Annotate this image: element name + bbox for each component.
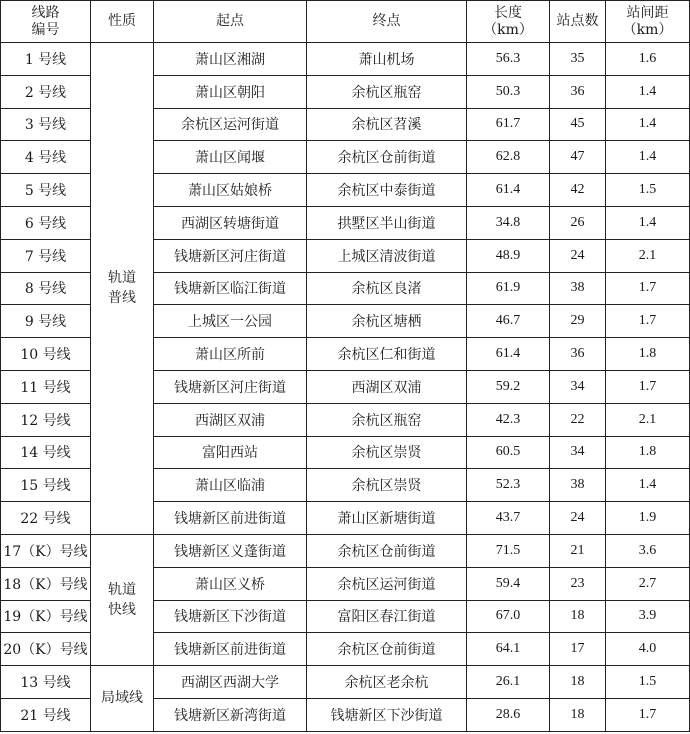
cell-start: 钱塘新区新湾街道 [154,698,307,731]
header-length [467,1,550,43]
cell-length: 43.7 [467,502,550,535]
cell-end: 余杭区瓶窑 [307,75,467,108]
cell-end: 余杭区苕溪 [307,108,467,141]
cell-end: 上城区清波街道 [307,239,467,272]
cell-length: 28.6 [467,698,550,731]
cell-stations: 45 [550,108,606,141]
cell-line: 10 号线 [1,338,91,371]
header-type: 性质 [91,1,154,43]
cell-line: 14 号线 [1,436,91,469]
cell-spacing: 2.1 [606,239,690,272]
cell-end: 余杭区崇贤 [307,436,467,469]
cell-end: 余杭区仓前街道 [307,141,467,174]
cell-stations: 24 [550,502,606,535]
cell-stations: 24 [550,239,606,272]
cell-line: 20（K）号线 [1,633,91,666]
cell-spacing: 1.4 [606,108,690,141]
header-spacing-2: （km） [622,21,673,38]
cell-end: 富阳区春江街道 [307,600,467,633]
group-cell-local [91,666,154,732]
cell-start: 钱塘新区义蓬街道 [154,534,307,567]
cell-length: 60.5 [467,436,550,469]
cell-line: 7 号线 [1,239,91,272]
cell-start: 西湖区西湖大学 [154,666,307,699]
cell-spacing: 1.7 [606,305,690,338]
cell-length: 64.1 [467,633,550,666]
header-length-2: （km） [483,21,533,38]
cell-stations: 38 [550,272,606,305]
cell-stations: 29 [550,305,606,338]
group-label-1: 轨道 [108,582,136,599]
cell-start: 萧山区闻堰 [154,141,307,174]
cell-length: 59.4 [467,567,550,600]
cell-line: 11 号线 [1,370,91,403]
cell-end: 余杭区仓前街道 [307,534,467,567]
cell-end: 余杭区良渚 [307,272,467,305]
cell-stations: 47 [550,141,606,174]
cell-stations: 36 [550,338,606,371]
cell-line: 15 号线 [1,469,91,502]
cell-start: 钱塘新区河庄街道 [154,239,307,272]
cell-stations: 35 [550,43,606,76]
cell-spacing: 2.7 [606,567,690,600]
cell-end: 西湖区双浦 [307,370,467,403]
cell-spacing: 1.6 [606,43,690,76]
cell-stations: 34 [550,436,606,469]
table-row [1,666,690,699]
cell-spacing: 1.7 [606,698,690,731]
cell-line: 18（K）号线 [1,567,91,600]
cell-end: 拱墅区半山街道 [307,206,467,239]
cell-spacing: 1.5 [606,666,690,699]
cell-line: 19（K）号线 [1,600,91,633]
cell-start: 萧山区姑娘桥 [154,174,307,207]
cell-length: 61.9 [467,272,550,305]
cell-length: 61.4 [467,174,550,207]
cell-start: 钱塘新区临江街道 [154,272,307,305]
cell-stations: 18 [550,698,606,731]
group-label-1: 局域线 [101,690,143,707]
cell-spacing: 3.9 [606,600,690,633]
header-end: 终点 [307,1,467,43]
cell-stations: 36 [550,75,606,108]
cell-line: 9 号线 [1,305,91,338]
cell-spacing: 3.6 [606,534,690,567]
cell-spacing: 4.0 [606,633,690,666]
cell-stations: 18 [550,666,606,699]
cell-line: 2 号线 [1,75,91,108]
cell-end: 余杭区仁和街道 [307,338,467,371]
cell-start: 余杭区运河街道 [154,108,307,141]
cell-line: 3 号线 [1,108,91,141]
cell-line: 22 号线 [1,502,91,535]
cell-line: 13 号线 [1,666,91,699]
cell-end: 余杭区老余杭 [307,666,467,699]
cell-stations: 26 [550,206,606,239]
cell-stations: 38 [550,469,606,502]
cell-spacing: 1.4 [606,206,690,239]
cell-length: 61.7 [467,108,550,141]
cell-spacing: 1.5 [606,174,690,207]
cell-stations: 21 [550,534,606,567]
cell-start: 萧山区湘湖 [154,43,307,76]
cell-spacing: 2.1 [606,403,690,436]
header-line-no [1,1,91,43]
cell-line: 4 号线 [1,141,91,174]
table-row [1,534,690,567]
cell-start: 钱塘新区前进街道 [154,502,307,535]
cell-start: 西湖区双浦 [154,403,307,436]
cell-line: 8 号线 [1,272,91,305]
cell-start: 萧山区临浦 [154,469,307,502]
cell-length: 62.8 [467,141,550,174]
cell-stations: 34 [550,370,606,403]
cell-spacing: 1.9 [606,502,690,535]
cell-line: 12 号线 [1,403,91,436]
cell-spacing: 1.7 [606,370,690,403]
cell-length: 46.7 [467,305,550,338]
cell-spacing: 1.4 [606,141,690,174]
cell-line: 17（K）号线 [1,534,91,567]
cell-end: 萧山区新塘街道 [307,502,467,535]
cell-end: 余杭区运河街道 [307,567,467,600]
cell-start: 萧山区义桥 [154,567,307,600]
cell-start: 西湖区转塘街道 [154,206,307,239]
cell-stations: 23 [550,567,606,600]
header-length-1: 长度 [494,4,522,21]
header-row [1,1,690,43]
cell-stations: 18 [550,600,606,633]
cell-start: 钱塘新区前进街道 [154,633,307,666]
cell-start: 上城区一公园 [154,305,307,338]
cell-length: 71.5 [467,534,550,567]
cell-start: 富阳西站 [154,436,307,469]
cell-length: 48.9 [467,239,550,272]
group-label-1: 轨道 [108,270,136,287]
cell-length: 56.3 [467,43,550,76]
cell-spacing: 1.4 [606,75,690,108]
cell-start: 钱塘新区下沙街道 [154,600,307,633]
header-start: 起点 [154,1,307,43]
header-line-no-1: 线路 [31,4,60,21]
header-spacing [606,1,690,43]
cell-line: 1 号线 [1,43,91,76]
cell-start: 萧山区朝阳 [154,75,307,108]
cell-spacing: 1.8 [606,436,690,469]
group-label-2: 快线 [108,602,136,619]
cell-stations: 17 [550,633,606,666]
cell-spacing: 1.7 [606,272,690,305]
cell-end: 萧山机场 [307,43,467,76]
cell-spacing: 1.8 [606,338,690,371]
cell-line: 5 号线 [1,174,91,207]
header-spacing-1: 站间距 [626,4,669,21]
cell-length: 59.2 [467,370,550,403]
cell-spacing: 1.4 [606,469,690,502]
cell-start: 钱塘新区河庄街道 [154,370,307,403]
cell-length: 42.3 [467,403,550,436]
cell-end: 余杭区瓶窑 [307,403,467,436]
table-row [1,43,690,76]
cell-end: 余杭区仓前街道 [307,633,467,666]
cell-end: 余杭区崇贤 [307,469,467,502]
group-cell-regular [91,43,154,535]
cell-stations: 22 [550,403,606,436]
cell-end: 余杭区中泰街道 [307,174,467,207]
cell-length: 34.8 [467,206,550,239]
cell-length: 61.4 [467,338,550,371]
header-line-no-2: 编号 [31,21,60,38]
cell-length: 52.3 [467,469,550,502]
cell-start: 萧山区所前 [154,338,307,371]
group-cell-express [91,534,154,665]
cell-length: 50.3 [467,75,550,108]
group-label-2: 普线 [108,290,136,307]
cell-stations: 42 [550,174,606,207]
header-stations: 站点数 [550,1,606,43]
cell-length: 26.1 [467,666,550,699]
cell-length: 67.0 [467,600,550,633]
cell-line: 6 号线 [1,206,91,239]
cell-end: 余杭区塘栖 [307,305,467,338]
cell-end: 钱塘新区下沙街道 [307,698,467,731]
cell-line: 21 号线 [1,698,91,731]
